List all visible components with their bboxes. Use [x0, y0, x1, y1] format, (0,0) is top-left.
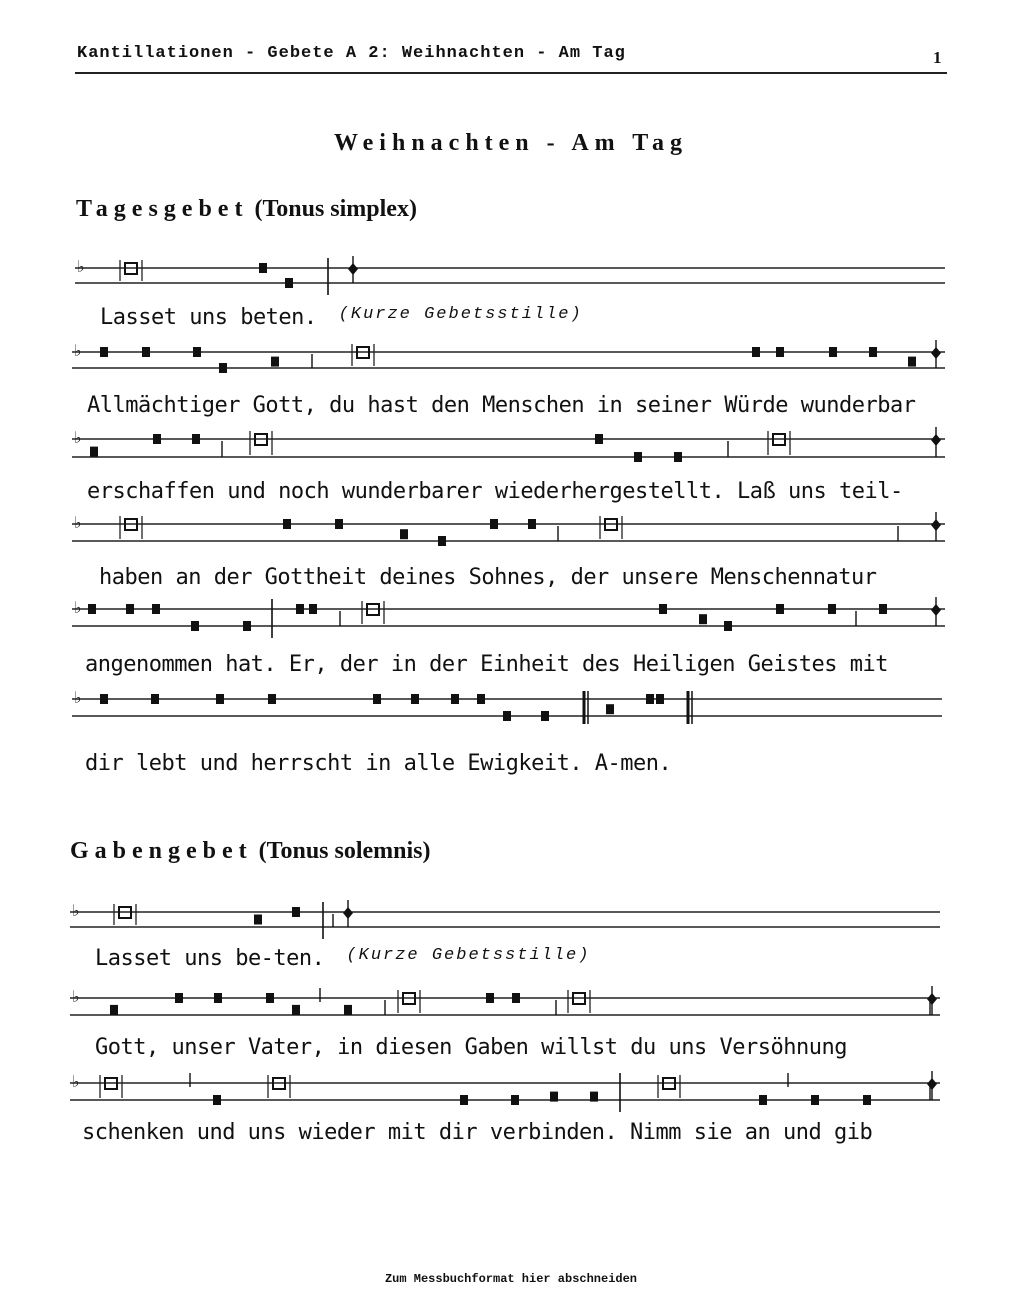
note-punctum	[110, 1005, 118, 1015]
note-punctum	[879, 604, 887, 614]
note-punctum	[175, 993, 183, 1003]
note-punctum	[811, 1095, 819, 1105]
lyric-line: erschaffen und noch wunderbarer wiederhergestellt. Laß uns teil-	[87, 479, 903, 504]
cut-instruction: Zum Messbuchformat hier abschneiden	[384, 1272, 638, 1286]
flat-icon: ♭	[74, 341, 82, 360]
note-punctum	[192, 434, 200, 444]
note-punctum	[335, 519, 343, 529]
note-punctum	[292, 907, 300, 917]
note-punctum	[512, 993, 520, 1003]
final-diamond-note	[348, 263, 358, 275]
final-diamond-note	[343, 907, 353, 919]
note-punctum	[829, 347, 837, 357]
note-punctum	[699, 614, 707, 624]
note-punctum	[285, 278, 293, 288]
final-diamond-note	[927, 1078, 937, 1090]
note-punctum	[477, 694, 485, 704]
lyric-line: angenommen hat. Er, der in der Einheit des Heiligen Geistes mit	[85, 652, 888, 677]
note-punctum	[752, 347, 760, 357]
note-punctum	[828, 604, 836, 614]
flat-icon: ♭	[72, 901, 80, 920]
note-punctum	[344, 1005, 352, 1015]
final-diamond-note	[931, 347, 941, 359]
note-punctum	[254, 915, 262, 925]
rubric-note: (Kurze Gebetsstille)	[338, 305, 583, 324]
note-punctum	[213, 1095, 221, 1105]
note-punctum	[400, 529, 408, 539]
note-punctum	[908, 357, 916, 367]
note-punctum	[595, 434, 603, 444]
lyric-line: Allmächtiger Gott, du hast den Menschen in seiner Würde wunderbar	[87, 393, 916, 418]
flat-icon: ♭	[77, 257, 85, 276]
note-punctum	[152, 604, 160, 614]
note-punctum	[550, 1092, 558, 1102]
note-punctum	[193, 347, 201, 357]
note-punctum	[460, 1095, 468, 1105]
note-punctum	[219, 363, 227, 373]
lyric-line: Lasset uns beten. (Kurze Gebetsstille)	[100, 305, 583, 330]
note-punctum	[590, 1092, 598, 1102]
note-punctum	[214, 993, 222, 1003]
final-diamond-note	[931, 434, 941, 446]
lyric-line: Lasset uns be-ten. (Kurze Gebetsstille)	[95, 946, 591, 971]
final-diamond-note	[927, 993, 937, 1005]
note-punctum	[100, 694, 108, 704]
lyric-line: haben an der Gottheit deines Sohnes, der unsere Menschennatur	[99, 565, 877, 590]
note-punctum	[373, 694, 381, 704]
note-punctum	[511, 1095, 519, 1105]
note-punctum	[656, 694, 664, 704]
note-punctum	[724, 621, 732, 631]
note-punctum	[142, 347, 150, 357]
note-punctum	[292, 1005, 300, 1015]
note-punctum	[243, 621, 251, 631]
note-punctum	[151, 694, 159, 704]
note-punctum	[100, 347, 108, 357]
note-punctum	[541, 711, 549, 721]
page-title: Weihnachten - Am Tag	[333, 130, 689, 156]
flat-icon: ♭	[74, 513, 82, 532]
note-punctum	[451, 694, 459, 704]
note-punctum	[153, 434, 161, 444]
note-punctum	[411, 694, 419, 704]
final-diamond-note	[931, 519, 941, 531]
note-punctum	[503, 711, 511, 721]
note-punctum	[126, 604, 134, 614]
flat-icon: ♭	[74, 688, 82, 707]
note-punctum	[216, 694, 224, 704]
note-punctum	[266, 993, 274, 1003]
rubric-note: (Kurze Gebetsstille)	[346, 946, 591, 965]
note-punctum	[776, 604, 784, 614]
running-header: Kantillationen - Gebete A 2: Weihnachten - Am Tag	[77, 44, 626, 63]
note-punctum	[776, 347, 784, 357]
note-punctum	[528, 519, 536, 529]
note-punctum	[606, 704, 614, 714]
note-punctum	[869, 347, 877, 357]
note-punctum	[296, 604, 304, 614]
note-punctum	[283, 519, 291, 529]
flat-icon: ♭	[74, 428, 82, 447]
lyric-line: schenken und uns wieder mit dir verbinden. Nimm sie an und gib	[82, 1120, 873, 1145]
flat-icon: ♭	[74, 598, 82, 617]
section-heading-tagesgebet: Tagesgebet (Tonus simplex)	[76, 196, 417, 222]
note-punctum	[634, 452, 642, 462]
note-punctum	[438, 536, 446, 546]
note-punctum	[486, 993, 494, 1003]
lyric-line: dir lebt und herrscht in alle Ewigkeit. A-men.	[85, 751, 672, 776]
flat-icon: ♭	[72, 987, 80, 1006]
flat-icon: ♭	[72, 1072, 80, 1091]
note-punctum	[191, 621, 199, 631]
note-punctum	[268, 694, 276, 704]
section-heading-gabengebet: Gabengebet (Tonus solemnis)	[70, 838, 431, 864]
lyric-line: Gott, unser Vater, in diesen Gaben willst du uns Versöhnung	[95, 1035, 847, 1060]
note-punctum	[674, 452, 682, 462]
note-punctum	[90, 447, 98, 457]
note-punctum	[271, 357, 279, 367]
note-punctum	[309, 604, 317, 614]
page-number: 1	[933, 48, 942, 67]
note-punctum	[863, 1095, 871, 1105]
note-punctum	[490, 519, 498, 529]
note-punctum	[659, 604, 667, 614]
note-punctum	[646, 694, 654, 704]
note-punctum	[88, 604, 96, 614]
final-diamond-note	[931, 604, 941, 616]
note-punctum	[759, 1095, 767, 1105]
note-punctum	[259, 263, 267, 273]
